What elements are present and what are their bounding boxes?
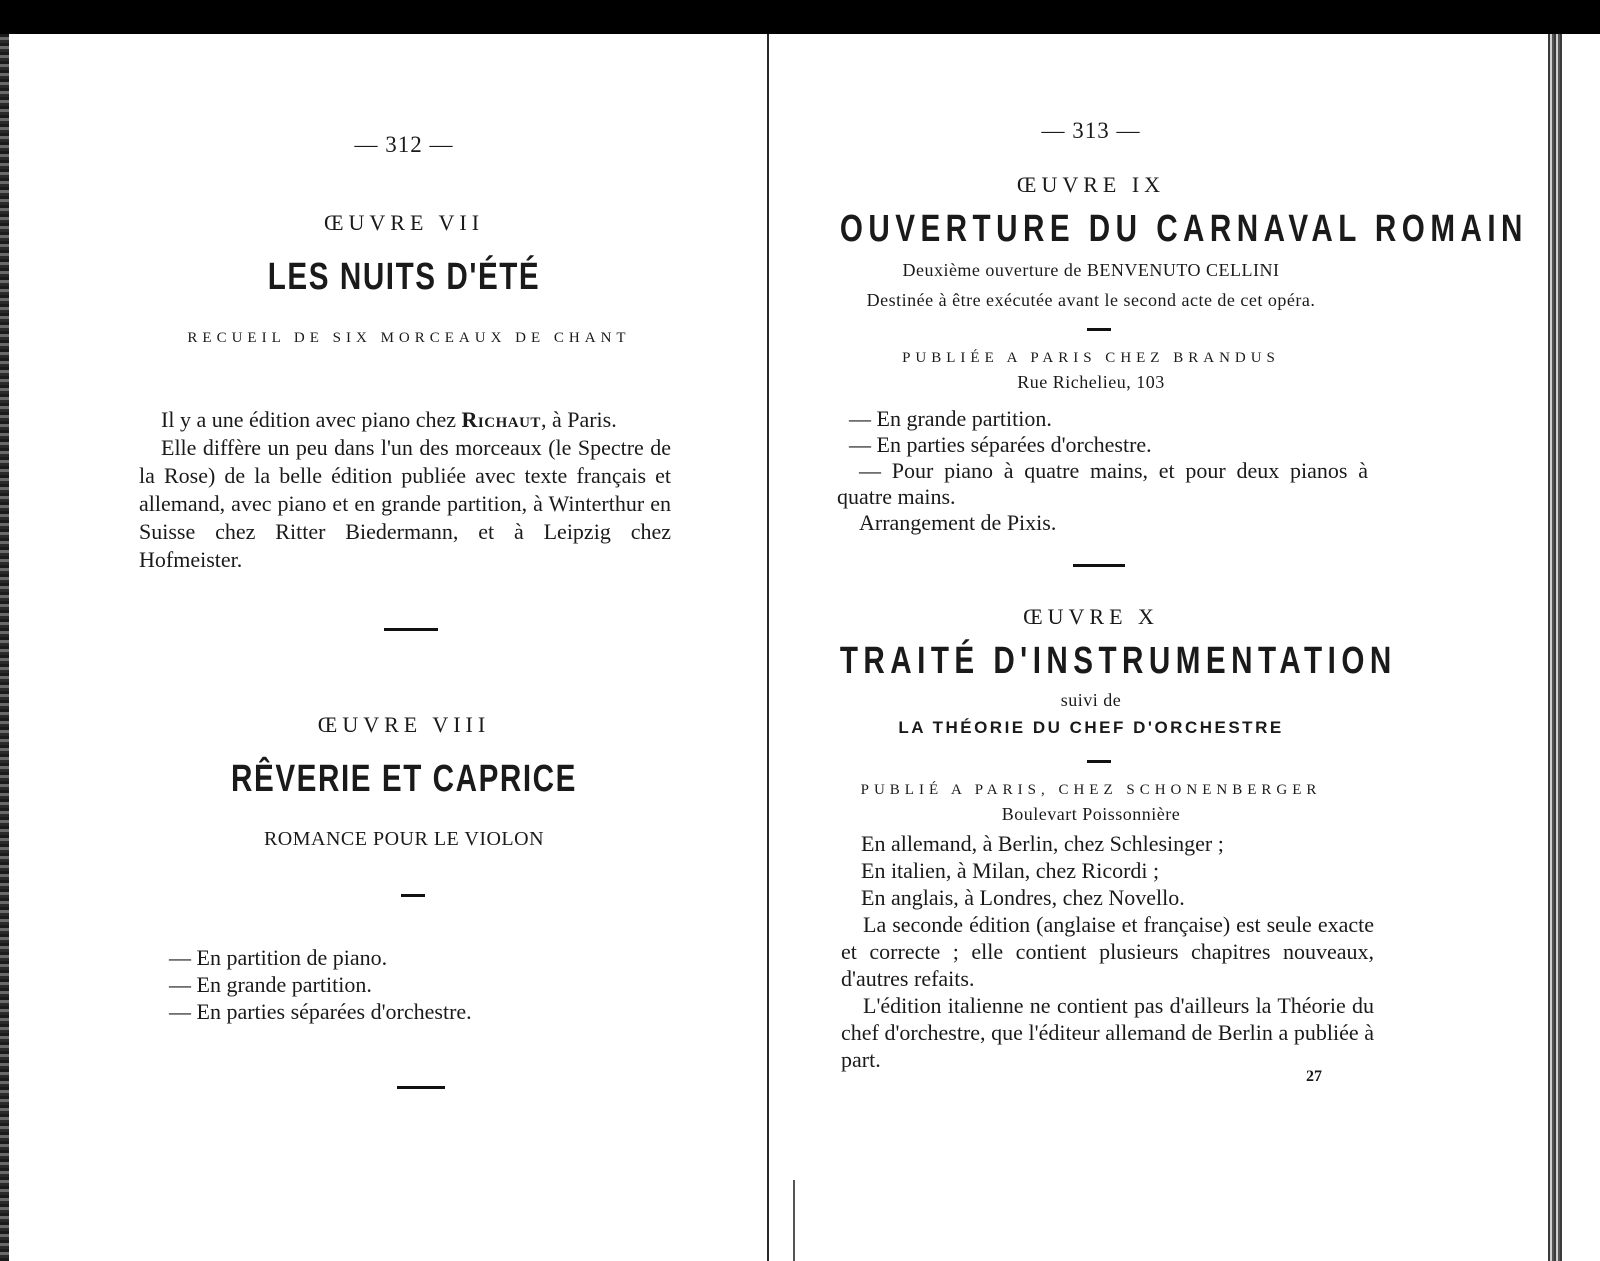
scan-top-border: [0, 0, 1600, 34]
publisher-address: Rue Richelieu, 103: [1017, 372, 1165, 392]
translation-list: [861, 830, 1224, 911]
work-subtitle: Deuxième ouverture de BENVENUTO CELLINI: [902, 260, 1280, 280]
page-number: — 312 —: [354, 132, 454, 157]
scan-right-margin: [1562, 34, 1600, 1261]
list-item: — En grande partition.: [169, 972, 372, 997]
edition-note: [841, 911, 1374, 1073]
work-note: Destinée à être exécutée avant le second acte de cet opéra.: [866, 290, 1316, 310]
section-divider: [384, 628, 438, 631]
arrangement-note: Arrangement de Pixis.: [859, 510, 1057, 535]
left-page: [9, 34, 767, 1261]
edition-note-paragraph: La seconde édition (anglaise et française) est seule exacte et correcte ; elle contient plusieurs chapitres nouveaux, d'autres refaits.: [841, 912, 1374, 991]
page-number: — 313 —: [1041, 118, 1141, 143]
work-title: LES NUITS D'ÉTÉ: [267, 256, 541, 298]
section-divider: [1073, 564, 1125, 567]
edition-note: [139, 406, 671, 574]
publisher-line: PUBLIÉE A PARIS CHEZ BRANDUS: [902, 350, 1280, 366]
list-item: — En parties séparées d'orchestre.: [849, 432, 1152, 457]
small-divider: [1087, 328, 1111, 331]
work-label: ŒUVRE IX: [1016, 172, 1166, 197]
format-list: [169, 944, 472, 1025]
page-edges: [1548, 34, 1562, 1261]
work-subtitle: ROMANCE POUR LE VIOLON: [263, 828, 545, 850]
section-divider: [397, 1086, 445, 1089]
followed-by: suivi de: [1060, 690, 1122, 710]
edition-note-line: Il y a une édition avec piano chez Richaut, à Paris.: [161, 407, 617, 432]
publisher-line: PUBLIÉ A PARIS, CHEZ SCHONENBERGER: [860, 782, 1322, 798]
work-subtitle: LA THÉORIE DU CHEF D'ORCHESTRE: [898, 718, 1284, 737]
edition-note-paragraph: L'édition italienne ne contient pas d'ailleurs la Théorie du chef d'orchestre, que l'éditeur allemand de Berlin a publiée à part.: [841, 993, 1374, 1072]
list-item: — En parties séparées d'orchestre.: [169, 999, 472, 1024]
format-list: [849, 406, 1152, 458]
work-label: ŒUVRE VII: [323, 210, 485, 235]
work-label: ŒUVRE VIII: [317, 712, 491, 737]
small-divider: [401, 894, 425, 897]
list-item: — En partition de piano.: [169, 945, 388, 970]
work-title: OUVERTURE DU CARNAVAL ROMAIN: [839, 208, 1528, 250]
work-label: ŒUVRE X: [1023, 604, 1159, 629]
list-item: En allemand, à Berlin, chez Schlesinger ;: [861, 831, 1224, 856]
work-title: TRAITÉ D'INSTRUMENTATION: [839, 640, 1397, 682]
signature-mark: 27: [1306, 1068, 1322, 1085]
right-page: [769, 34, 1548, 1261]
list-item: — Pour piano à quatre mains, et pour deux pianos à quatre mains.: [837, 458, 1368, 509]
small-divider: [1087, 760, 1111, 763]
list-item: En italien, à Milan, chez Ricordi ;: [861, 858, 1160, 883]
list-item: En anglais, à Londres, chez Novello.: [861, 885, 1185, 910]
work-subtitle: RECUEIL DE SIX MORCEAUX DE CHANT: [187, 330, 631, 346]
list-item: — En grande partition.: [849, 406, 1052, 431]
format-list-long-item: [837, 458, 1368, 536]
scan-left-edge: [0, 34, 9, 1261]
publisher-name: Richaut: [461, 407, 541, 432]
edition-note-paragraph: Elle diffère un peu dans l'un des morceaux (le Spectre de la Rose) de la belle édition publiée avec texte français et allemand, avec piano et en grande partition, à Winterthur en Suisse chez Ritter Biedermann, et à Leipzig chez Hofmeister.: [139, 435, 671, 572]
work-title: RÊVERIE ET CAPRICE: [231, 758, 577, 800]
publisher-address: Boulevart Poissonnière: [1001, 804, 1181, 824]
